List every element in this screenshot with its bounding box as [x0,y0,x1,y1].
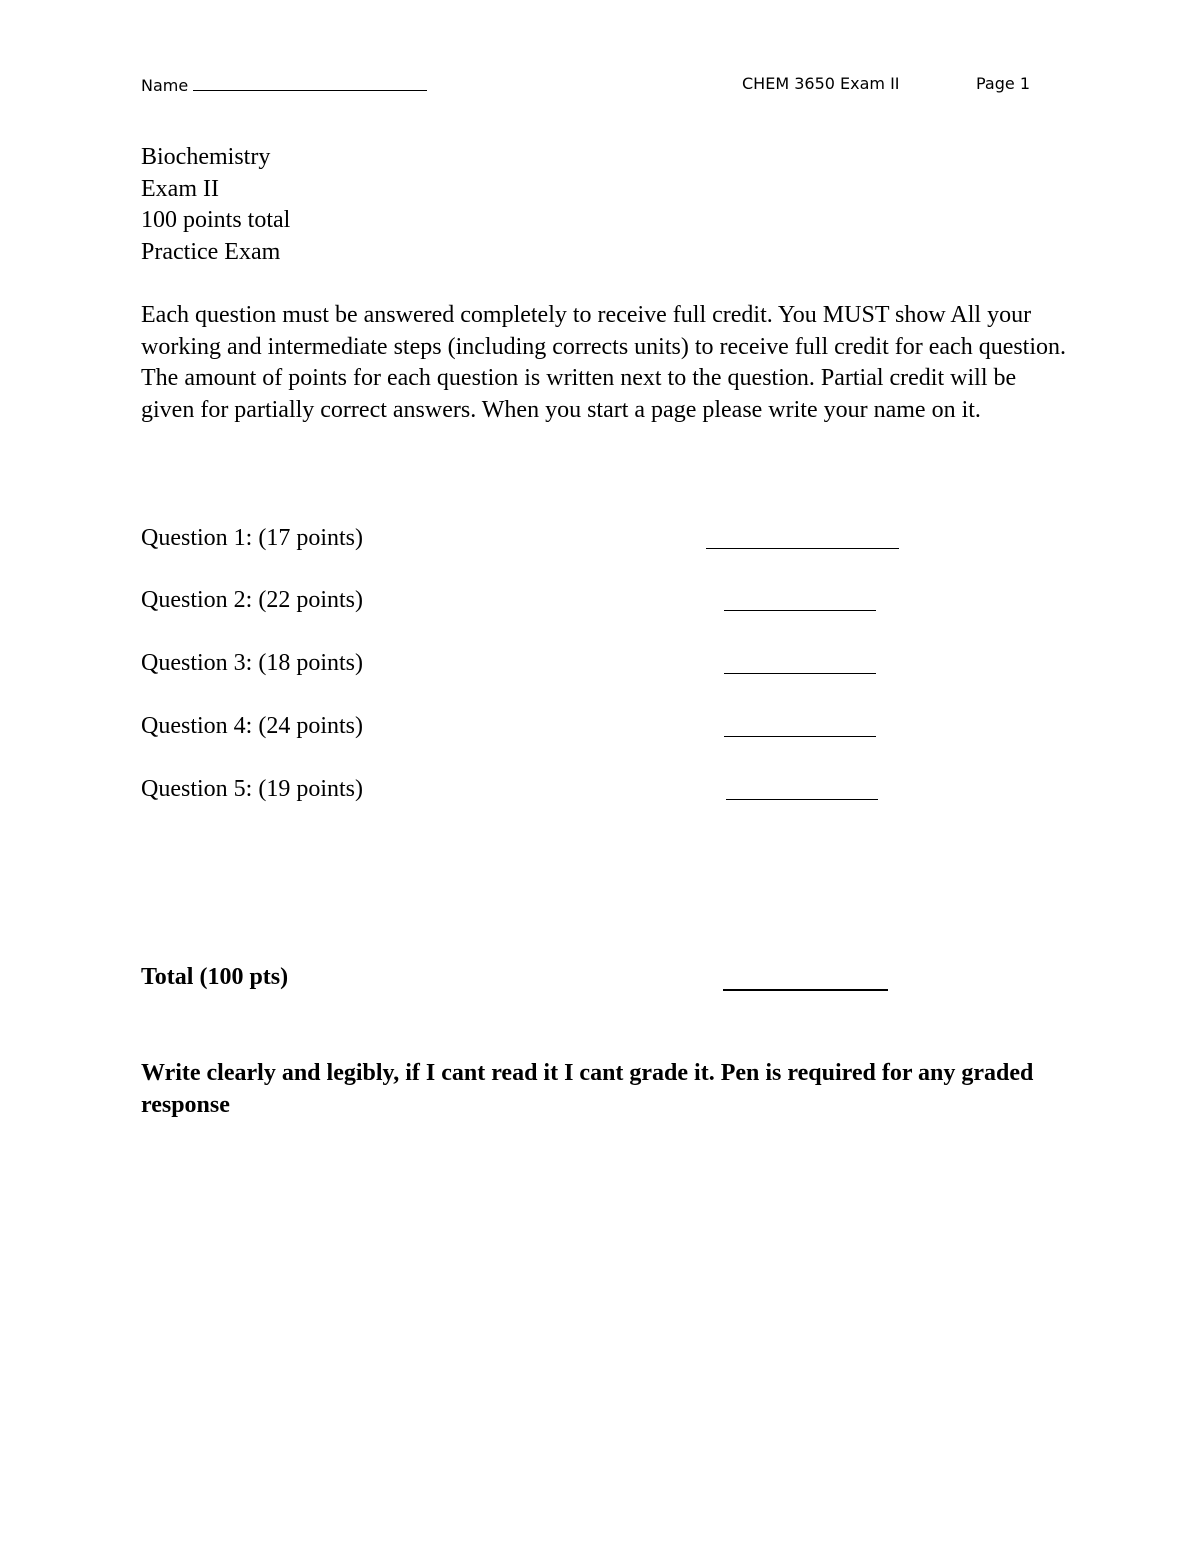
question-row [141,774,941,806]
question-label: Question 5: (19 points) [141,776,363,802]
name-blank-line [193,74,427,91]
course-label: CHEM 3650 Exam II [742,74,900,93]
score-blank-line [726,799,878,800]
score-blank-line [724,736,876,737]
legibility-warning: Write clearly and legibly, if I cant read it I cant grade it. Pen is required for any graded response [141,1060,1034,1118]
name-label: Name [141,76,189,95]
subject-title: Biochemistry [141,144,271,170]
question-label: Question 3: (18 points) [141,650,363,676]
exam-title: Exam II [141,175,219,202]
total-row [141,962,941,996]
exam-title-block [141,142,290,268]
score-blank-line [706,548,899,549]
question-row [141,711,941,743]
question-row [141,648,941,680]
question-row [141,585,941,617]
page-header [0,74,1200,98]
question-label: Question 2: (22 points) [141,587,363,613]
name-field [141,74,427,95]
score-blank-line [724,673,876,674]
points-total: 100 points total [141,207,291,233]
page-number: Page 1 [976,74,1030,93]
question-label: Question 1: (17 points) [141,525,363,551]
question-label: Question 4: (24 points) [141,713,363,739]
total-label: Total (100 pts) [141,964,289,990]
total-blank-line [723,989,888,991]
question-row [141,523,941,555]
score-blank-line [724,610,876,611]
exam-type: Practice Exam [141,238,281,265]
instructions-paragraph: Each question must be answered completely to receive full credit. You MUST show All your working and intermediate steps (including corrects units) to receive full credit for each question. The amount of points for each question is written next to the question. Partial credit will be given for partially correct answers. When you start a page please write your name on it. [141,302,1067,423]
